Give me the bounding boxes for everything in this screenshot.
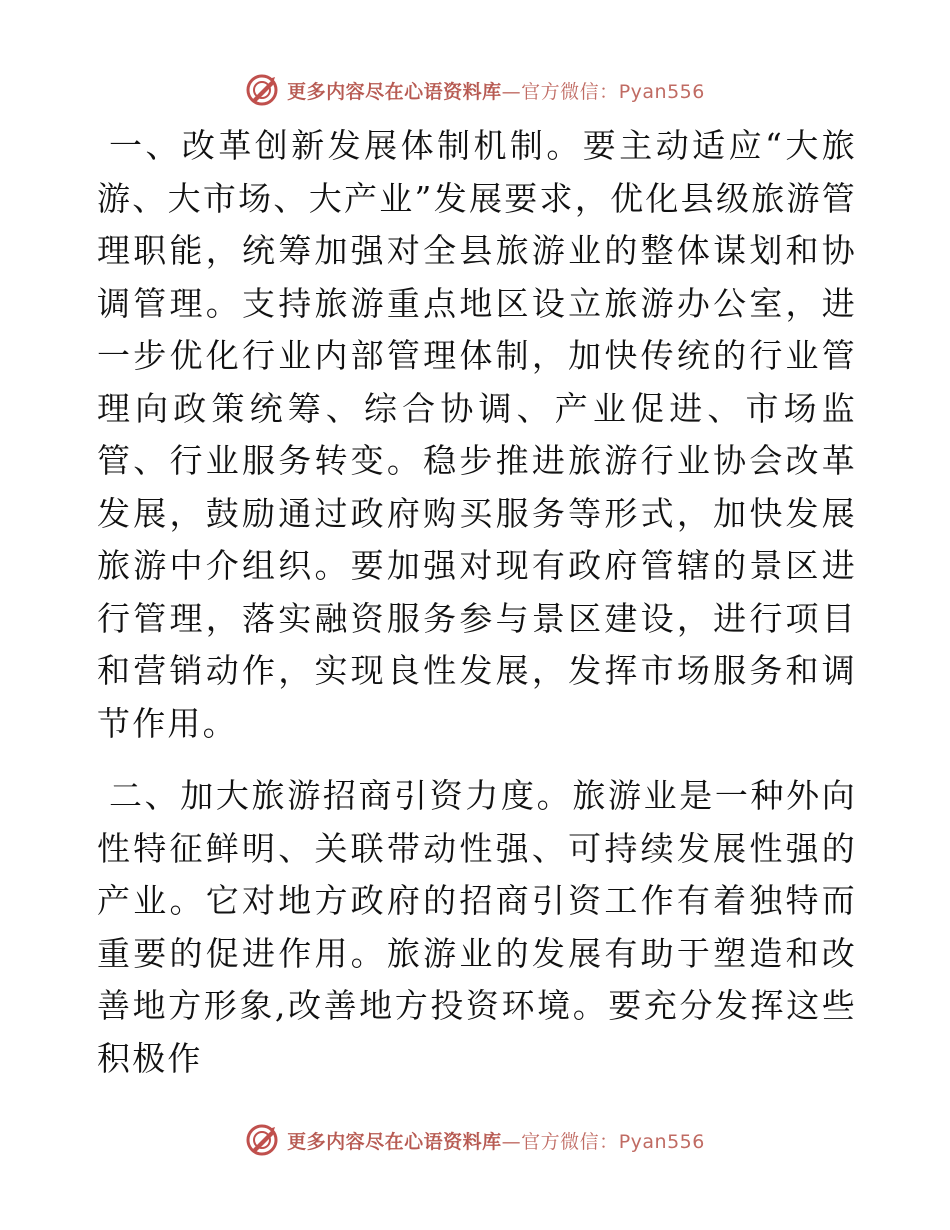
footer-watermark xyxy=(0,1120,950,1160)
watermark-wechat-label: 官方微信： xyxy=(521,1130,619,1153)
watermark-separator: — xyxy=(501,80,522,103)
paragraph-2: 二、加大旅游招商引资力度。旅游业是一种外向性特征鲜明、关联带动性强、可持续发展性强的产业。它对地方政府的招商引资工作有着独特而重要的促进作用。旅游业的发展有助于塑造和改善地方形象,改善地方投资环境。要充分发挥这些积极作 xyxy=(97,776,857,1078)
seal-logo-icon xyxy=(245,1123,279,1157)
seal-logo-icon xyxy=(245,73,279,107)
watermark-brand: 更多内容尽在心语资料库 xyxy=(287,1130,502,1153)
header-watermark xyxy=(0,70,950,110)
watermark-text xyxy=(287,1127,705,1154)
watermark-brand: 更多内容尽在心语资料库 xyxy=(287,80,502,103)
document-body xyxy=(97,120,857,1085)
paragraph-1: 一、改革创新发展体制机制。要主动适应“大旅游、大市场、大产业”发展要求，优化县级旅游管理职能，统筹加强对全县旅游业的整体谋划和协调管理。支持旅游重点地区设立旅游办公室，进一步优化行业内部管理体制，加快传统的行业管理向政策统筹、综合协调、产业促进、市场监管、行业服务转变。稳步推进旅游行业协会改革发展，鼓励通过政府购买服务等形式，加快发展旅游中介组织。要加强对现有政府管辖的景区进行管理，落实融资服务参与景区建设，进行项目和营销动作，实现良性发展，发挥市场服务和调节作用。 xyxy=(97,126,857,743)
watermark-wechat-id: Pyan556 xyxy=(618,1130,705,1153)
watermark-text xyxy=(287,77,705,104)
watermark-wechat-id: Pyan556 xyxy=(618,80,705,103)
watermark-wechat-label: 官方微信： xyxy=(521,80,619,103)
watermark-separator: — xyxy=(501,1130,522,1153)
